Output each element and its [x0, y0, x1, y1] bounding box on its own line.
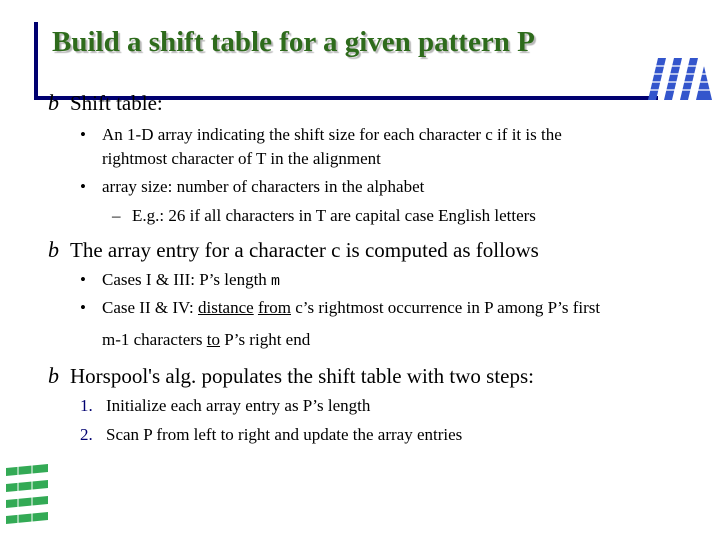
sub-bullet-cases-1-3: • Cases I & III: P’s length m — [80, 270, 281, 290]
bullet-text: Shift table: — [70, 91, 163, 115]
step-2: 2. Scan P from left to right and update the array entries — [80, 425, 463, 444]
sub-bullet-array: • An 1-D array indicating the shift size for each character c if it is the — [80, 125, 562, 144]
bullet-marker: b — [48, 363, 59, 388]
slide-title: Build a shift table for a given pattern P — [52, 26, 535, 58]
bullet-text: The array entry for a character c is computed as follows — [70, 238, 539, 262]
bottom-logo-icon — [4, 462, 52, 534]
bullet-horspool — [48, 363, 534, 389]
sub-bullet-size: • array size: number of characters in the alphabet — [80, 177, 425, 196]
bullet-array-entry — [48, 237, 539, 263]
dot-marker: • — [80, 270, 86, 289]
dot-marker: • — [80, 125, 86, 144]
dot-marker: • — [80, 177, 86, 196]
dash-marker: – — [112, 206, 121, 225]
step-number: 1. — [80, 396, 93, 415]
dot-marker: • — [80, 298, 86, 317]
sub-bullet-cases-2-4-cont: m-1 characters to P’s right end — [102, 330, 311, 349]
sub-bullet-array-cont: rightmost character of T in the alignment — [102, 149, 381, 168]
bullet-shift-table — [48, 90, 163, 116]
step-1: 1. Initialize each array entry as P’s length — [80, 396, 371, 415]
bullet-marker: b — [48, 237, 59, 262]
bullet-marker: b — [48, 90, 59, 115]
bullet-text: Horspool's alg. populates the shift table with two steps: — [70, 364, 534, 388]
step-number: 2. — [80, 425, 93, 444]
sub-sub-bullet-example: – E.g.: 26 if all characters in T are capital case English letters — [112, 206, 536, 225]
sub-bullet-cases-2-4: • Case II & IV: distance from c’s rightmost occurrence in P among P’s first — [80, 298, 601, 317]
corner-logo-icon — [642, 54, 716, 102]
